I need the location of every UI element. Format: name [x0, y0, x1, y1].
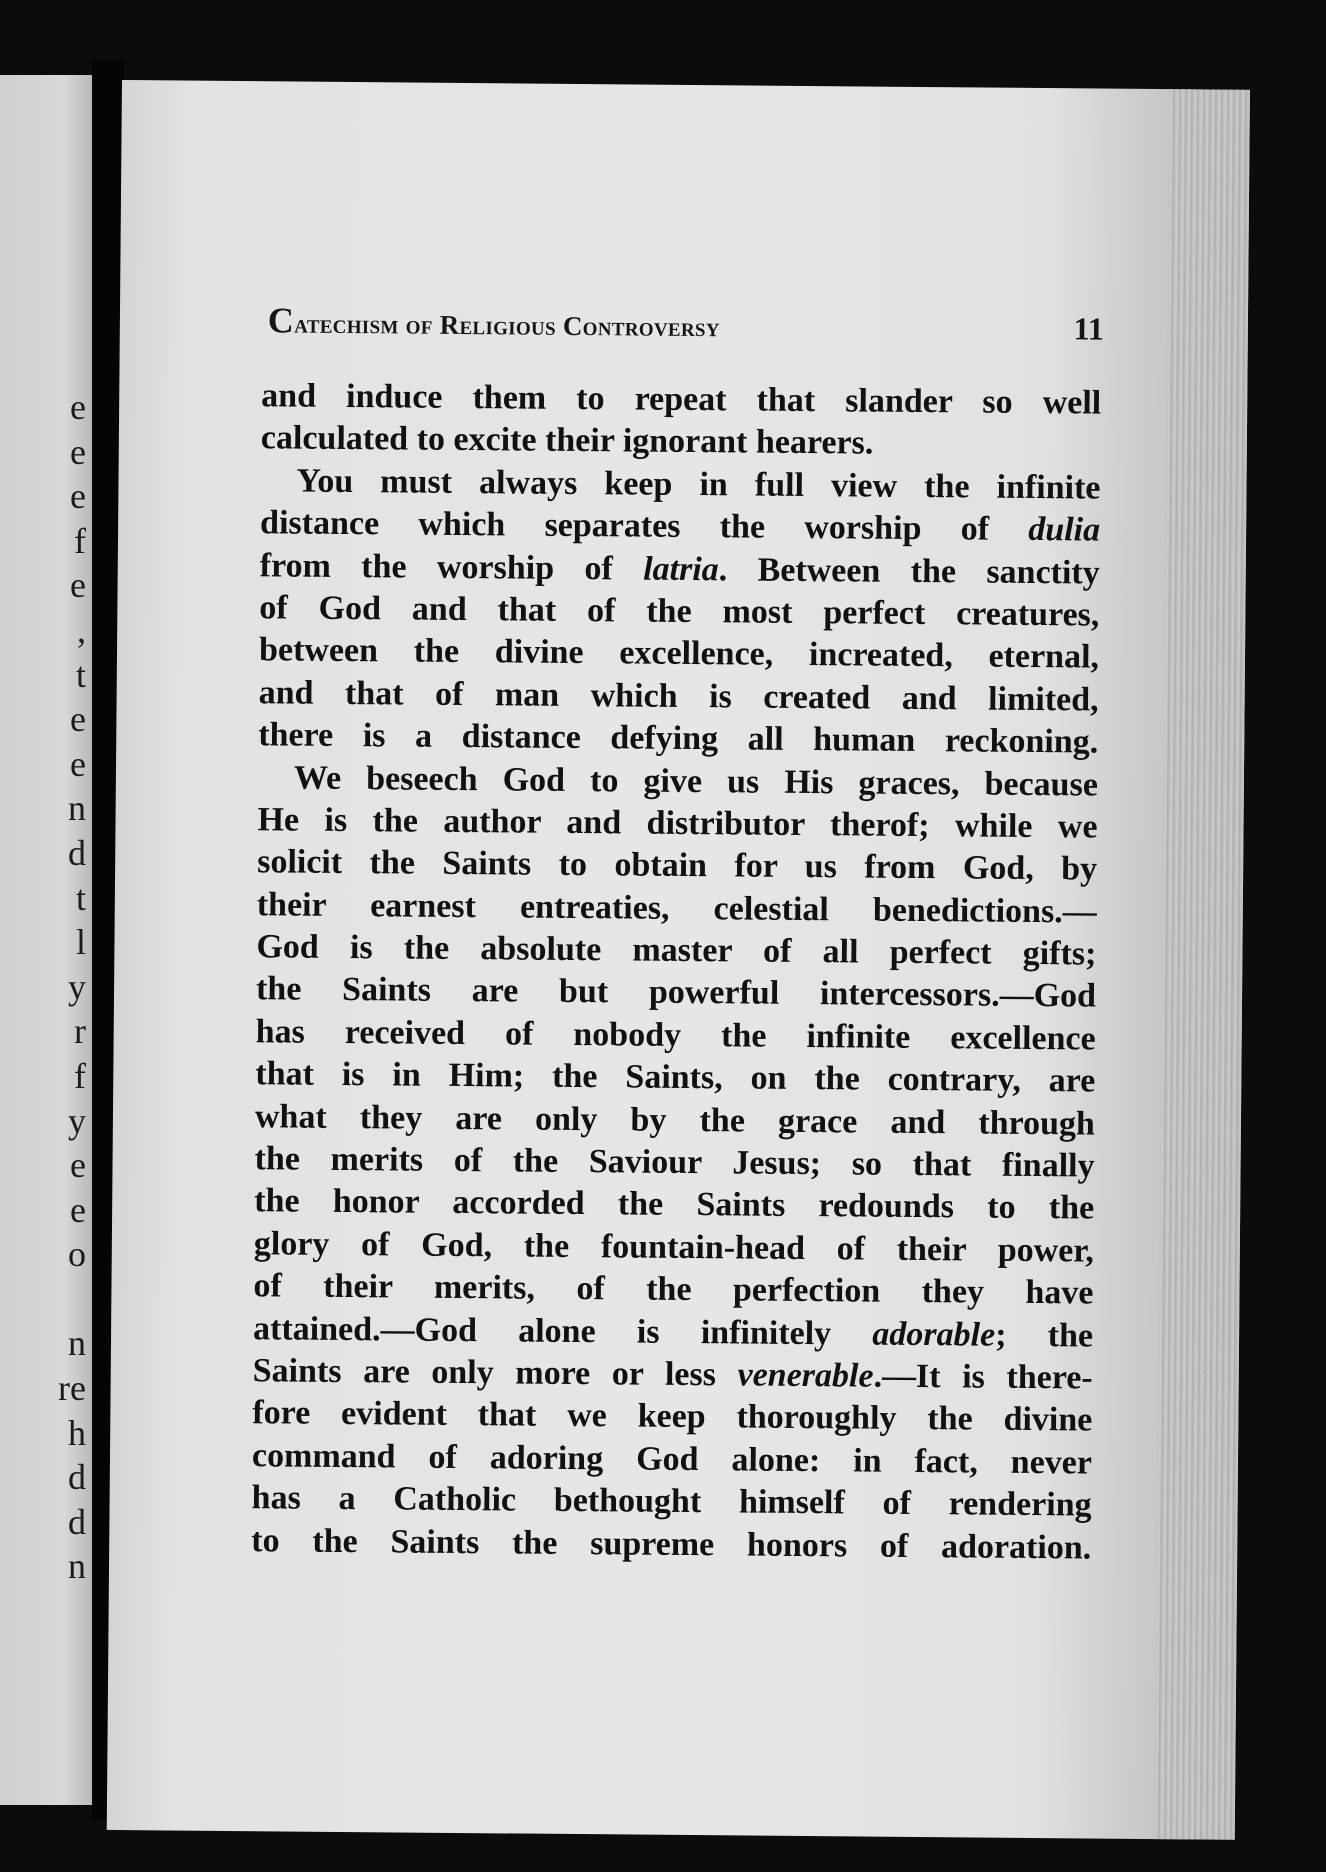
text-line: from the worship of latria. Between the sanctity — [259, 546, 1100, 592]
italic-term: dulia — [1028, 511, 1101, 549]
edge-char: d — [68, 1501, 86, 1542]
text-line: their earnest entreaties, celestial benedictions.— — [256, 885, 1097, 931]
body-text — [251, 375, 1101, 1569]
edge-char: t — [75, 654, 86, 695]
edge-char: f — [74, 520, 86, 561]
text-line: fore evident that we keep thoroughly the divine — [252, 1394, 1093, 1439]
edge-char: re — [58, 1368, 86, 1409]
text-line: He is the author and distributor therof; while we — [257, 801, 1098, 846]
text-line: attained.—God alone is infinitely adorable; the — [252, 1309, 1094, 1355]
running-title: Catechism of Religious Controversy — [267, 300, 720, 343]
edge-char: e — [70, 1189, 86, 1230]
text-line: command of adoring God alone: in fact, never — [251, 1436, 1093, 1482]
text-line: there is a distance defying all human reckoning. — [258, 716, 1099, 761]
text-line: distance which separates the worship of dulia — [259, 504, 1101, 549]
edge-char: y — [68, 1100, 86, 1141]
text-line: between the divine excellence, increated, eternal, — [258, 631, 1100, 676]
running-head — [268, 299, 1104, 348]
right-page — [107, 80, 1250, 1840]
text-line: You must always keep in full view the infinite — [296, 462, 1101, 507]
text-line: of their merits, of the perfection they have — [253, 1267, 1094, 1312]
edge-char: f — [74, 1055, 86, 1096]
edge-char: e — [70, 431, 86, 472]
text-line: that is in Him; the Saints, on the contrary, are — [255, 1055, 1096, 1100]
text-line: solicit the Saints to obtain for us from God, by — [257, 843, 1098, 888]
text-line: has received of nobody the infinite excellence — [255, 1013, 1096, 1058]
edge-char: n — [68, 1546, 86, 1587]
edge-char: e — [70, 387, 86, 427]
page-edge-shading — [1155, 89, 1250, 1840]
text-line: has a Catholic bethought himself of rendering — [251, 1479, 1092, 1524]
italic-term: venerable — [737, 1356, 874, 1395]
page-number: 11 — [1073, 310, 1105, 347]
edge-char: y — [68, 966, 86, 1007]
edge-char: e — [70, 699, 86, 740]
edge-char: e — [70, 565, 86, 606]
text-line: glory of God, the fountain-head of their power, — [253, 1225, 1094, 1270]
text-line: God is the absolute master of all perfect gifts; — [256, 928, 1097, 973]
text-line: the Saints are but powerful intercessors.—God — [255, 970, 1097, 1016]
text-line: the merits of the Saviour Jesus; so that finally — [254, 1140, 1095, 1185]
text-line: Saints are only more or less venerable.—It is there- — [252, 1352, 1093, 1397]
left-page-edge-text — [56, 385, 86, 1589]
edge-char: e — [70, 476, 86, 517]
text-line: of God and that of the most perfect creatures, — [259, 589, 1100, 634]
edge-char: n — [68, 788, 86, 829]
edge-char — [56, 1277, 86, 1322]
left-page — [0, 75, 92, 1805]
text-line: to the Saints the supreme honors of adoration. — [251, 1521, 1092, 1567]
edge-char: l — [75, 922, 86, 963]
text-line: and that of man which is created and limited, — [258, 673, 1099, 719]
edge-char: r — [74, 1011, 86, 1052]
edge-char: h — [68, 1412, 86, 1453]
text-line: We beseech God to give us His graces, because — [293, 759, 1099, 804]
edge-char: n — [68, 1323, 86, 1364]
edge-char: d — [68, 1457, 86, 1498]
edge-char: d — [68, 832, 86, 873]
text-line: the honor accorded the Saints redounds to the — [254, 1182, 1095, 1227]
edge-char: e — [70, 1145, 86, 1186]
edge-char: e — [70, 743, 86, 784]
edge-char: o — [68, 1234, 86, 1275]
edge-char: , — [77, 609, 86, 650]
text-line: what they are only by the grace and through — [254, 1097, 1096, 1143]
italic-term: adorable — [872, 1315, 996, 1354]
text-line: calculated to excite their ignorant hearers. — [260, 419, 874, 462]
text-line: and induce them to repeat that slander so well — [261, 377, 1102, 422]
italic-term: latria — [643, 550, 719, 588]
edge-char: t — [75, 877, 86, 918]
